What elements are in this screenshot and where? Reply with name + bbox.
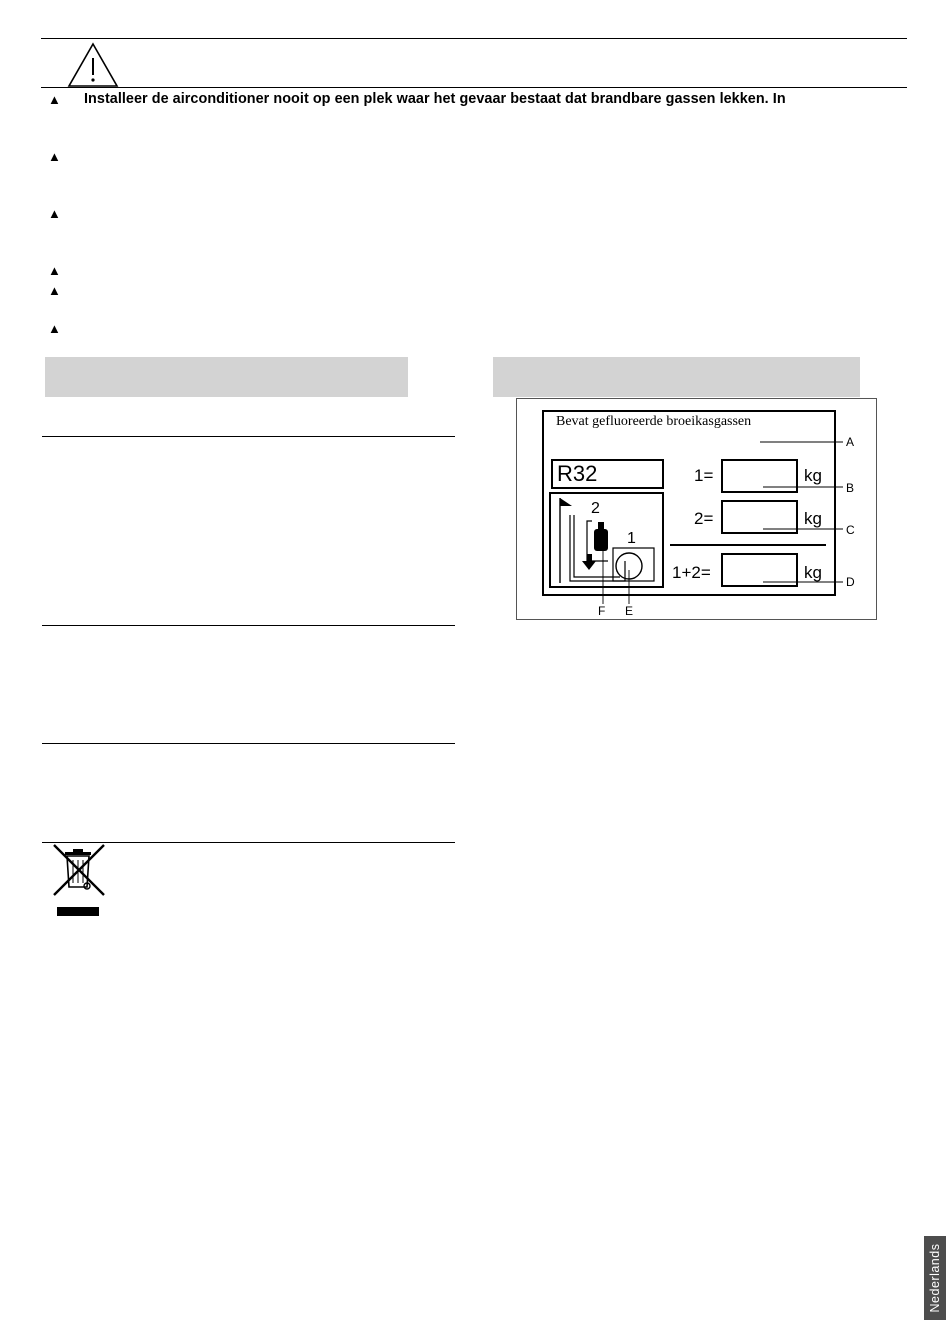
- crossed-out-bin-icon: [51, 843, 107, 917]
- charge-2-label: 2=: [694, 509, 714, 528]
- language-tab-label: Nederlands: [928, 1243, 942, 1313]
- callout-a: A: [846, 435, 855, 449]
- total-unit: kg: [804, 563, 822, 582]
- charge-2-unit: kg: [804, 509, 822, 528]
- bullet-3: ▲: [48, 206, 61, 221]
- cylinder-number: 2: [591, 500, 600, 517]
- charge-1-unit: kg: [804, 466, 822, 485]
- bullet-4: ▲: [48, 263, 61, 278]
- refrigerant-type: R32: [551, 459, 664, 489]
- bullet-1: ▲: [48, 92, 61, 107]
- callout-d: D: [846, 575, 855, 589]
- callout-b: B: [846, 481, 855, 495]
- left-rule-3: [42, 743, 455, 744]
- language-tab: [924, 1236, 946, 1320]
- callout-f: F: [598, 604, 606, 618]
- unit-number: 1: [627, 530, 636, 547]
- callout-e: E: [625, 604, 634, 618]
- warning-text-line: Installeer de airconditioner nooit op een plek waar het gevaar bestaat dat brandbare gassen lekken. In: [84, 91, 786, 107]
- total-label: 1+2=: [672, 563, 711, 582]
- charge-1-label: 1=: [694, 466, 714, 485]
- bullet-6: ▲: [48, 321, 61, 336]
- callout-leaders: [0, 0, 950, 640]
- bullet-2: ▲: [48, 149, 61, 164]
- callout-c: C: [846, 523, 855, 537]
- label-title: Bevat gefluoreerde broeikasgassen: [556, 414, 752, 429]
- bullet-5: ▲: [48, 283, 61, 298]
